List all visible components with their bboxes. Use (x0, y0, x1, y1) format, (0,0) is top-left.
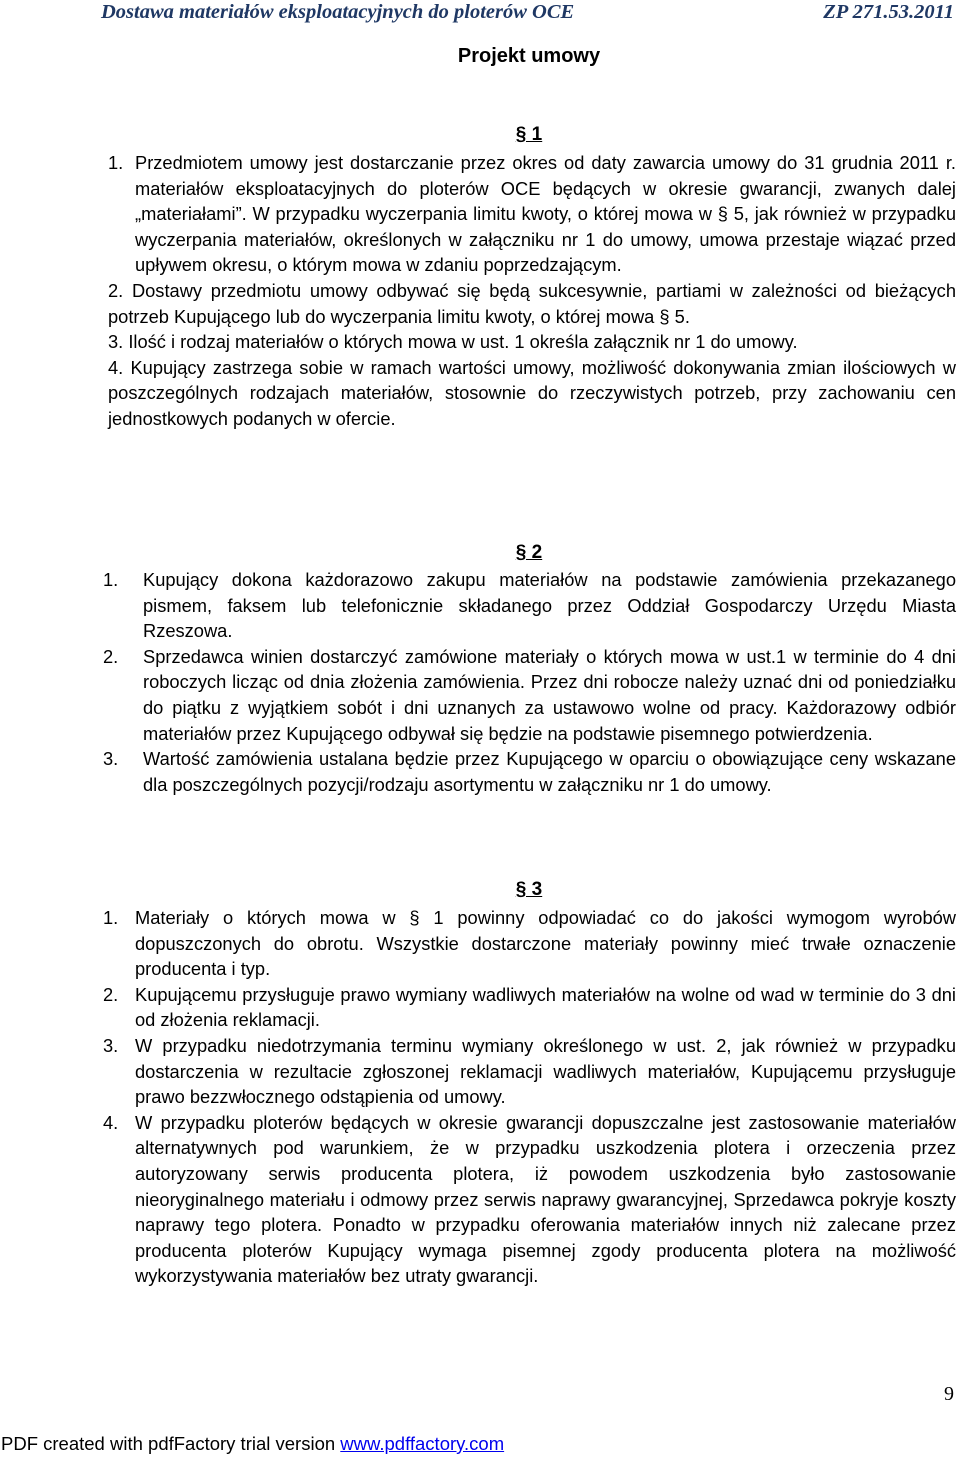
document-title: Projekt umowy (457, 45, 601, 67)
item-text: Kupujący dokona każdorazowo zakupu materiałów na podstawie zamówienia przekazanego pismem, faksem lub telefonicznie składanego przez Oddział Gospodarczy Urzędu Miasta Rzeszowa. (143, 569, 956, 642)
item-number: 1. (103, 569, 119, 590)
item-number: 1. (103, 907, 119, 928)
item-number: 2. (103, 983, 119, 1005)
section-2-item-3 (103, 746, 956, 797)
item-number: 3. (103, 748, 119, 770)
item-number: 2. (108, 279, 124, 301)
section-1-body (108, 150, 956, 432)
section-heading-text: § 2 (515, 542, 543, 563)
section-3-item-3 (103, 1033, 956, 1110)
section-3-item-2 (103, 982, 956, 1033)
item-text: Sprzedawca winien dostarczyć zamówione materiały o których mowa w ust.1 w terminie do 4 dni roboczych licząc od dnia złożenia zamówienia. Przez dni robocze należy uznać dni od poniedziałku do piątku z wyjątkiem sobót i dni uznanych za ustawowo wolne od pracy. Każdorazowy odbiór materiałów przez Kupującego odbywał się będzie na podstawie pisemnego potwierdzenia. (143, 645, 956, 744)
section-heading-text: § 1 (515, 124, 543, 145)
section-1-heading (0, 123, 960, 147)
item-text: Przedmiotem umowy jest dostarczanie przez okres od daty zawarcia umowy do 31 grudnia 2011 r. materiałów eksploatacyjnych do ploterów OCE będących w okresie gwarancji, zwanych dalej „materiałami”. W przypadku wyczerpania limitu kwoty, o której mowa w § 5, jak również w przypadku wyczerpania materiałów, określonych w załączniku nr 1 do umowy, umowa przestaje wiązać przed upływem okresu, o którym mowa w zdaniu poprzedzającym. (135, 152, 956, 276)
section-3-item-4 (103, 1110, 956, 1289)
section-3-item-1 (103, 905, 956, 982)
item-text: Kupujący zastrzega sobie w ramach wartości umowy, możliwość dokonywania zmian ilościowych w poszczególnych rodzajach materiałów, stosownie do rzeczywistych potrzeb, przy zachowaniu cen jednostkowych podanych w ofercie. (108, 356, 956, 429)
item-text: Materiały o których mowa w § 1 powinny odpowiadać co do jakości wymogom wyrobów dopuszczonych do obrotu. Wszystkie dostarczone materiały powinny mieć trwałe oznaczenie producenta i typ. (135, 907, 956, 980)
item-number: 3. (103, 1034, 119, 1056)
header-reference: ZP 271.53.2011 (823, 1, 954, 23)
item-number: 3. (108, 331, 124, 353)
item-text: Ilość i rodzaj materiałów o których mowa w ust. 1 określa załącznik nr 1 do umowy. (128, 331, 798, 353)
section-1-item-4 (108, 355, 956, 432)
header-title: Dostawa materiałów eksploatacyjnych do ploterów OCE (101, 1, 575, 23)
section-1-item-1 (108, 150, 956, 278)
item-text: Wartość zamówienia ustalana będzie przez Kupującego w oparciu o obowiązujące ceny wskazane dla poszczególnych pozycji/rodzaju asortymentu w załączniku nr 1 do umowy. (143, 748, 956, 795)
item-number: 2. (103, 645, 119, 667)
section-3-body (103, 905, 956, 1289)
section-1-item-2 (108, 278, 956, 329)
footer-text: PDF created with pdfFactory trial version (1, 1433, 341, 1454)
section-1-item-3 (108, 329, 956, 355)
footer-link[interactable]: www.pdffactory.com (340, 1433, 505, 1454)
section-2-body (103, 567, 956, 797)
item-number: 4. (103, 1111, 119, 1133)
item-number: 1. (108, 152, 124, 173)
item-text: W przypadku ploterów będących w okresie gwarancji dopuszczalne jest zastosowanie materiałów alternatywnych pod warunkiem, że w przypadku uszkodzenia plotera i orzeczenia przez autoryzowany serwis producenta plotera, iż powodem uszkodzenia było zastosowanie nieoryginalnego materiału i odmowy przez serwis naprawy gwarancyjnej, Sprzedawca pokryje koszty naprawy tego plotera. Ponadto w przypadku oferowania materiałów innych niż zalecane przez producenta ploterów Kupujący wymaga pisemnej zgody producenta plotera na możliwość wykorzystywania materiałów bez utraty gwarancji. (135, 1111, 956, 1287)
section-2-item-2 (103, 644, 956, 746)
item-text: Dostawy przedmiotu umowy odbywać się będą sukcesywnie, partiami w zależności od bieżących potrzeb Kupującego lub do wyczerpania limitu kwoty, o której mowa § 5. (108, 279, 956, 327)
section-3-heading (0, 878, 960, 902)
item-text: Kupującemu przysługuje prawo wymiany wadliwych materiałów na wolne od wad w terminie do 3 dni od złożenia reklamacji. (135, 983, 956, 1031)
footer (1, 1433, 504, 1455)
section-2-heading (0, 541, 960, 565)
item-text: W przypadku niedotrzymania terminu wymiany określonego w ust. 2, jak również w przypadku dostarczenia w rezultacie zgłoszonej reklamacji wadliwych materiałów, Kupującemu przysługuje prawo bezzwłocznego odstąpienia od umowy. (135, 1034, 956, 1108)
page-number: 9 (944, 1383, 954, 1405)
section-heading-text: § 3 (515, 879, 543, 900)
item-number: 4. (108, 356, 124, 378)
section-2-item-1 (103, 567, 956, 644)
